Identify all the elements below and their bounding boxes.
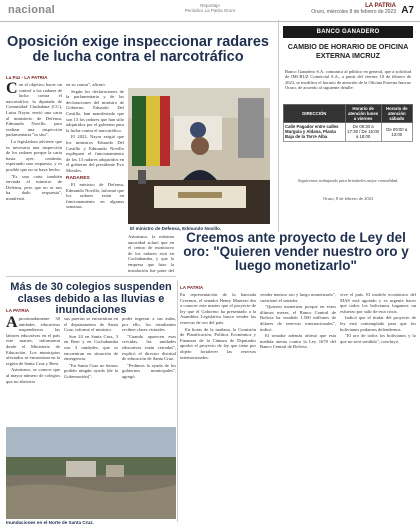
table-header: Horario de atención lunes a viernes	[345, 105, 381, 123]
article1-photo	[128, 88, 270, 224]
table-header: DIRECCIÓN	[284, 105, 346, 123]
article3-col3-p3: "Pedimos la ayuda de los gobiernos municipales", agregó.	[122, 362, 176, 379]
article3-headline: Más de 30 colegios suspenden clases debido a las lluvias e inundaciones	[10, 281, 172, 317]
notice-body: Banco Ganadero S.A. comunica al público en general, que a solicitud de IMCRUZ Comercial S.A., a partir del viernes 10 de febrero de 2023, se modifica el horario de atención de la Oficina Externa Imcruz Oruro, de acuerdo al siguiente detalle:	[285, 69, 411, 91]
dropcap: A	[6, 316, 18, 331]
article1-col2-p2: Según los declaraciones de la parlamentaria y de las declaraciones del ministro de Gobierno, Eduardo Del Castillo, han manifestado que son 13 los radares que han sido adquiridos por el gobierno para la lucha contra el narcotráfico.	[66, 88, 124, 133]
article3-column-2	[64, 316, 118, 424]
article2-column-1	[180, 292, 256, 522]
page-number: A7	[401, 5, 414, 16]
dateline: Oruro, miércoles 8 de febrero de 2023	[311, 9, 396, 15]
article3-col3-p1: poder ingresar a sus aulas, por ello, los estudiantes reciben clases virtuales.	[122, 316, 176, 333]
flood-image	[6, 427, 176, 519]
table-row	[284, 123, 413, 142]
article3-col1-p1	[6, 316, 60, 366]
table-header-row	[284, 105, 413, 123]
table-cell-weekday: De 08:30 a 17:30 / De 15:00 a 18:00	[345, 123, 381, 142]
notice-date: Oruro, 8 de febrero de 2023	[322, 196, 374, 201]
article2-col3-p1: vive el país. El modelo económico del MAS está agotado y es urgente hacer que todos los bolivianos hagamos un esfuerzo por salir de esta crisis.	[340, 292, 416, 314]
article2-col2-p1: vender nuestro oro y luego monetizarlo", cuestionó el senador.	[260, 292, 336, 303]
article3-col1-text: proximadamente 30 unidades educativas suspendieron las labores educativas en el país este martes, informaron desde el Ministerio de Educación. Los municipios afectados se encuentran en la región de Santa Cruz y Beni.	[6, 316, 60, 366]
article1-subhead: RADARES	[66, 175, 90, 181]
notice-title: CAMBIO DE HORARIO DE OFICINA EXTERNA IMCRUZ	[287, 42, 409, 60]
article1-col1-p3: "Es una carta también enviada al ministro de Defensa, pero que no se nos ha dado respuesta", manifestó.	[6, 173, 62, 201]
article2-col1-p1: En representación de la bancada Creemos, el senador Henry Montero dio a conocer este martes que el proyecto de ley que el Gobierno ha presentado a la Asamblea Legislativa busca vender las reservas de oro del país.	[180, 292, 256, 325]
article2-byline: LA PATRIA	[180, 285, 204, 290]
header-tagline-line1: Reportaje	[200, 3, 220, 8]
article1-column-3	[128, 234, 174, 274]
section-label: nacional	[8, 4, 56, 16]
article3-byline: LA PATRIA	[6, 308, 30, 313]
article1-headline: Oposición exige inspeccionar radares de lucha contra el narcotráfico	[7, 34, 269, 66]
article2-col2-p3: El senador además afirmó que esta medida atenta contra la Ley 1670 del Banco Central de Bolivia.	[260, 333, 336, 350]
article3-photo	[6, 427, 176, 519]
article3-column-1	[6, 316, 60, 424]
article1-col2-p1: en su contra", afirmó.	[66, 82, 106, 87]
article2-col1-p2: En horas de la mañana, la Comisión de Planificación, Política Económica y Finanzas de la Cámara de Diputados aprobó el proyecto de ley que tiene por objeto fortalecer las reservas internacionales.	[180, 326, 256, 360]
article1-col2b-p1: El ministro de Defensa, Edmundo Novillo, informó que los radares están en funcionamiento en algunas semanas.	[66, 182, 124, 210]
article1-col1-p2: La legisladora advierte que es necesaria una inspección de los radares porque la carta hasta ayer, continúa, esperando una respuesta, y es posible que no se haya hecho.	[6, 138, 62, 172]
article1-byline: La Paz - LA PATRIA	[6, 75, 48, 80]
notice-note: Seguiremos trabajando para brindarles mejor comodidad.	[297, 178, 399, 183]
article2-col3-p3: "El oro de todos los bolivianos y lo que no será vendido", concluyó.	[340, 333, 416, 344]
column-divider	[177, 280, 178, 522]
table-header: Horario de atención sábado	[381, 105, 412, 123]
article2-column-2	[260, 292, 336, 522]
article1-col2-p3: El 2022, Nayar exigió que los ministros Eduardo Del Castillo y Edmundo Novillo expliquen el funcionamiento de los 13 radares adquiridos en el gobierno del presidente Evo Morales.	[66, 134, 124, 173]
schedule-table	[283, 104, 413, 142]
header-tagline	[170, 3, 250, 13]
article1-col1-text: on el objetivo hacer un control a los radares de lucha contra el narcotráfico, la diputada de Comunidad Ciudadana (CC), Luisa Nayar, envió una carta al ministerio de Defensa, Edmundo Novillo, para realizar una inspección parlamentaria "in situ".	[6, 82, 62, 138]
bank-logo: BANCO GANADERO	[283, 26, 413, 38]
table-cell-saturday: De 09:00 a 13:00	[381, 123, 412, 142]
article3-col3-p2: "Cuando aparecen esas crecidas, las unidades educativas están cerradas", explicó el director distrital de educación de Santa Cruz.	[122, 333, 176, 362]
article3-col2-p1: sus puertas se encuentran en el departamento de Santa Cruz, informó el ministro.	[64, 316, 118, 333]
article2-col3-p2: Indicó que el titular del proyecto de ley está contemplado para que los bolivianos podamos defendernos.	[340, 315, 416, 332]
article1-col1-p1	[6, 82, 62, 138]
article1-col3-p1: Asimismo, la máxima autoridad aclaró que en el centro de monitoreo de los radares está en Cochabamba, y que la empresa que hizo la instalación fue parte del	[128, 234, 174, 273]
article3-column-3	[122, 316, 176, 424]
divider	[6, 276, 176, 277]
header-tagline-line2: Periódico La Patria Oruro	[184, 8, 236, 13]
bank-notice	[278, 20, 416, 232]
article3-photo-caption: Inundaciones en el Norte de Santa Cruz.	[6, 520, 94, 525]
article3-col2-p3: "En Santa Cruz no hemos podido ningún ayuda (de la Gobernación)".	[64, 362, 118, 379]
article1-column-1	[6, 82, 62, 272]
table-cell-address: Calle Pagador entre calles Murguía y Aldana, Planta Baja de la Torre Alba	[284, 123, 346, 142]
article3-col1-p2: Asimismo, se conoce que al mayor número de colegios que no abrieron	[6, 367, 60, 384]
article2-col2-p2: "Quieren monetizar porque en estos últimos meses, el Banco Central de Bolivia ha vendido 1.500 millones de dólares de reservas internacionales", indicó.	[260, 304, 336, 332]
article3-col2-p2: Son 24 en Santa Cruz, 3 en Beni y en Cochabamba son 3 unidades, que se encuentran en situación de emergencia.	[64, 333, 118, 362]
article1-photo-caption: El ministro de Defensa, Edmundo Novillo.	[130, 226, 222, 231]
article1-column-2	[66, 82, 124, 272]
article2-column-3	[340, 292, 416, 522]
press-conference-image	[128, 88, 270, 224]
newspaper-brand: LA PATRIA	[365, 3, 396, 9]
article2-headline: Creemos ante proyecto de Ley del oro: "Quieren vender nuestro oro y luego monetizarlo"	[183, 230, 409, 274]
dropcap: C	[6, 82, 18, 97]
header-brand-block	[311, 3, 396, 15]
page-header	[0, 0, 420, 22]
